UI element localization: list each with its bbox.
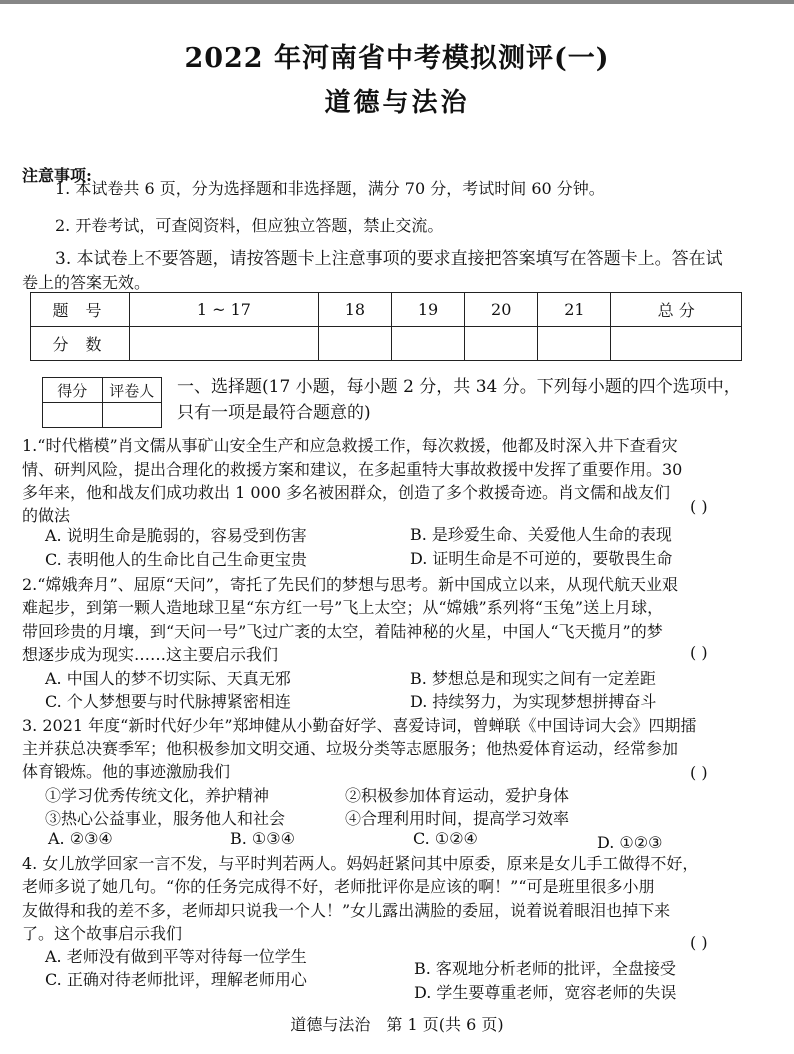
score-cell — [318, 327, 391, 361]
score-cell — [391, 327, 464, 361]
table-row — [31, 327, 742, 361]
q2-line: 带回珍贵的月壤，到“天问一号”飞过广袤的太空，着陆神秘的火星，中国人“飞天揽月”的梦 — [22, 622, 663, 641]
q2-option-a: A. 中国人的梦不切实际、天真无邪 — [45, 669, 291, 688]
q3-line: 体育锻炼。他的事迹激励我们 — [22, 762, 231, 781]
q4-line: 老师多说了她几句。“你的任务完成得不好，老师批评你是应该的啊！”“可是班里很多小朋 — [22, 877, 655, 896]
q3-statement-3: ③热心公益事业，服务他人和社会 — [45, 809, 286, 828]
q1-option-c: C. 表明他人的生命比自己生命更宝贵 — [45, 550, 307, 569]
q4-line: 了。这个故事启示我们 — [22, 924, 183, 943]
col-header: 19 — [391, 293, 464, 327]
q2-answer-paren: ( ) — [690, 643, 708, 662]
q4-answer-paren: ( ) — [690, 933, 708, 952]
q2-option-b: B. 梦想总是和现实之间有一定差距 — [410, 669, 656, 688]
table-row — [43, 403, 162, 428]
q4-option-b: B. 客观地分析老师的批评，全盘接受 — [414, 959, 676, 978]
q3-line: 主并获总决赛季军；他积极参加文明交通、垃圾分类等志愿服务；他热爱体育运动，经常参加 — [22, 739, 679, 758]
q1-line: 1.“时代楷模”肖文儒从事矿山安全生产和应急救援工作，每次救援，他都及时深入井下查看灾 — [22, 436, 678, 455]
table-row — [31, 293, 742, 327]
notice-heading: 注意事项: — [22, 166, 92, 185]
q1-option-b: B. 是珍爱生命、关爱他人生命的表现 — [410, 525, 672, 544]
q3-statement-2: ②积极参加体育运动，爱护身体 — [345, 786, 570, 805]
scan-edge — [0, 0, 794, 4]
grader-score-label: 得分 — [43, 378, 103, 403]
q3-statement-4: ④合理利用时间，提高学习效率 — [345, 809, 570, 828]
q1-answer-paren: ( ) — [690, 497, 708, 516]
notice-item-3-cont: 卷上的答案无效。 — [22, 273, 151, 292]
grader-score-cell — [43, 403, 103, 428]
notice-item-1: 1. 本试卷共 6 页，分为选择题和非选择题，满分 70 分，考试时间 60 分钟。 — [55, 179, 605, 198]
page-footer: 道德与法治 第 1 页(共 6 页) — [290, 1015, 504, 1034]
q3-line: 3. 2021 年度“新时代好少年”郑坤健从小勤奋好学、喜爱诗词，曾蝉联《中国诗词大会》四期擂 — [22, 716, 697, 735]
q3-option-d: D. ①②③ — [597, 833, 663, 852]
section-heading-cont: 只有一项是最符合题意的) — [177, 403, 371, 423]
score-cell — [130, 327, 319, 361]
q3-option-c: C. ①②④ — [413, 829, 478, 848]
q4-option-d: D. 学生要尊重老师，宽容老师的失误 — [414, 983, 677, 1002]
q1-line: 情、研判风险，提出合理化的救援方案和建议，在多起重特大事故救援中发挥了重要作用。30 — [22, 460, 683, 479]
table-row — [43, 378, 162, 403]
score-cell — [465, 327, 538, 361]
q3-option-b: B. ①③④ — [230, 829, 295, 848]
q3-answer-paren: ( ) — [690, 763, 708, 782]
q2-option-d: D. 持续努力，为实现梦想拼搏奋斗 — [410, 692, 657, 711]
grader-name-cell — [102, 403, 162, 428]
subject-title: 道德与法治 — [324, 88, 470, 118]
q2-line: 想逐步成为现实……这主要启示我们 — [22, 645, 279, 664]
score-cell — [538, 327, 611, 361]
row-label-number: 题 号 — [31, 293, 130, 327]
section-heading: 一、选择题(17 小题，每小题 2 分，共 34 分。下列每小题的四个选项中， — [177, 377, 741, 397]
col-header: 21 — [538, 293, 611, 327]
col-header-total: 总 分 — [611, 293, 742, 327]
q3-statement-1: ①学习优秀传统文化，养护精神 — [45, 786, 270, 805]
q2-line: 2.“嫦娥奔月”、屈原“天问”，寄托了先民们的梦想与思考。新中国成立以来，从现代航天业艰 — [22, 575, 678, 594]
row-label-score: 分 数 — [31, 327, 130, 361]
col-header: 20 — [465, 293, 538, 327]
grader-name-label: 评卷人 — [102, 378, 162, 403]
col-header: 18 — [318, 293, 391, 327]
score-cell — [611, 327, 742, 361]
q1-line: 的做法 — [22, 506, 71, 525]
q3-option-a: A. ②③④ — [48, 829, 113, 848]
score-table — [30, 292, 742, 361]
notice-item-2: 2. 开卷考试，可查阅资料，但应独立答题，禁止交流。 — [55, 216, 444, 235]
q1-option-a: A. 说明生命是脆弱的，容易受到伤害 — [45, 526, 307, 545]
q1-option-d: D. 证明生命是不可逆的，要敬畏生命 — [410, 549, 673, 568]
q4-line: 友做得和我的差不多，老师却只说我一个人！”女儿露出满脸的委屈，说着说着眼泪也掉下来 — [22, 901, 671, 920]
exam-title: 2022 年河南省中考模拟测评(一) — [184, 43, 610, 74]
q4-line: 4. 女儿放学回家一言不发，与平时判若两人。妈妈赶紧问其中原委，原来是女儿手工做得不好， — [22, 854, 699, 873]
q1-line: 多年来，他和战友们成功救出 1 000 多名被困群众，创造了多个救援奇迹。肖文儒和战友们 — [22, 483, 670, 502]
col-header: 1 ~ 17 — [130, 293, 319, 327]
q2-line: 难起步，到第一颗人造地球卫星“东方红一号”飞上太空；从“嫦娥”系列将“玉兔”送上月球， — [22, 598, 664, 617]
q4-option-a: A. 老师没有做到平等对待每一位学生 — [45, 947, 307, 966]
notice-item-3: 3. 本试卷上不要答题，请按答题卡上注意事项的要求直接把答案填写在答题卡上。答在试 — [55, 249, 723, 269]
grader-table — [42, 377, 162, 428]
q2-option-c: C. 个人梦想要与时代脉搏紧密相连 — [45, 692, 291, 711]
q4-option-c: C. 正确对待老师批评，理解老师用心 — [45, 970, 307, 989]
